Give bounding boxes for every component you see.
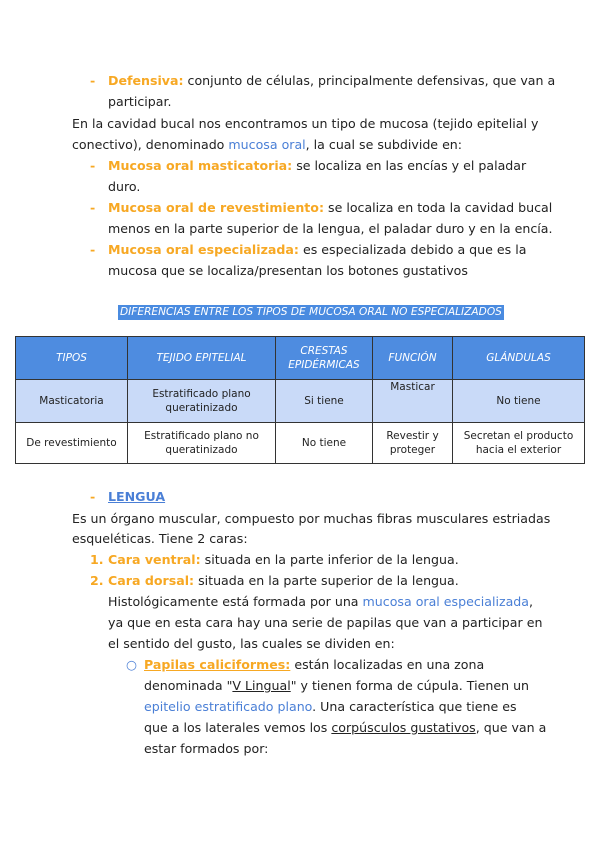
text-histologia-3: el sentido del gusto, las cuales se dividen en: [108, 636, 395, 651]
text-histologia-1 [108, 593, 533, 611]
bullet-defensiva [90, 72, 555, 90]
text-lengua-1: Es un órgano muscular, compuesto por muchas fibras musculares estriadas [72, 511, 551, 526]
term-cara-dorsal: Cara dorsal: [108, 573, 195, 588]
text-v-lingual: V Lingual [232, 678, 291, 693]
header-tipos: TIPOS [16, 337, 128, 380]
text-corpusculos: corpúsculos gustativos [331, 720, 476, 735]
bullet-masticatoria [90, 157, 526, 175]
text-revestimiento-2: menos en la parte superior de la lengua, el paladar duro y en la encía. [108, 221, 553, 236]
list-number: 1. [90, 552, 104, 567]
text-papilas-2b: " y tienen forma de cúpula. Tienen un [290, 678, 530, 693]
text-papilas-4a: que a los laterales vemos los [144, 720, 332, 735]
header-tejido-epitelial: TEJIDO EPITELIAL [128, 337, 276, 380]
link-mucosa-especializada: mucosa oral especializada [362, 594, 530, 609]
bullet-especializada [90, 241, 526, 259]
circle-bullet-icon: ○ [126, 657, 137, 672]
bullet-dash: - [90, 73, 96, 88]
table-cell: Estratificado plano no queratinizado [128, 423, 276, 464]
text-cara-dorsal: situada en la parte superior de la lengua. [194, 573, 459, 588]
text-papilas-4 [144, 719, 546, 737]
table-cell: Estratificado plano queratinizado [128, 380, 276, 423]
text-especializada-2: mucosa que se localiza/presentan los botones gustativos [108, 263, 468, 278]
list-number: 2. [90, 573, 104, 588]
table-cell: Masticar [373, 380, 453, 423]
text-revestimiento-1: se localiza en toda la cavidad bucal [324, 200, 553, 215]
term-cara-ventral: Cara ventral: [108, 552, 201, 567]
table-row [16, 423, 585, 464]
differences-table [15, 336, 585, 464]
header-crestas-epidermicas: CRESTAS EPIDÉRMICAS [276, 337, 373, 380]
table-cell: No tiene [276, 423, 373, 464]
term-especializada: Mucosa oral especializada: [108, 242, 299, 257]
paragraph-mucosa-2 [72, 136, 462, 154]
text-papilas-3 [144, 698, 517, 716]
bullet-dash: - [90, 200, 96, 215]
term-masticatoria: Mucosa oral masticatoria: [108, 158, 293, 173]
term-defensiva: Defensiva: [108, 73, 184, 88]
text-histologia-1b: , [529, 594, 534, 609]
heading-lengua: LENGUA [108, 489, 166, 504]
table-header-row [16, 337, 585, 380]
paragraph-mucosa-2b: , la cual se subdivide en: [305, 137, 463, 152]
term-revestimiento: Mucosa oral de revestimiento: [108, 200, 324, 215]
text-papilas-1: están localizadas en una zona [290, 657, 485, 672]
text-papilas-4b: , que van a [475, 720, 547, 735]
bullet-dash: - [90, 242, 96, 257]
text-papilas-2 [144, 677, 529, 695]
item-cara-ventral [90, 551, 459, 569]
text-defensiva-2: participar. [108, 94, 172, 109]
subitem-papilas [126, 656, 484, 674]
text-defensiva-1: conjunto de células, principalmente defensivas, que van a [183, 73, 556, 88]
term-papilas: Papilas caliciformes: [144, 657, 291, 672]
text-masticatoria-2: duro. [108, 179, 141, 194]
bullet-dash: - [90, 489, 96, 504]
text-lengua-2: esqueléticas. Tiene 2 caras: [72, 531, 248, 546]
paragraph-mucosa-1: En la cavidad bucal nos encontramos un tipo de mucosa (tejido epitelial y [72, 116, 539, 131]
table-cell: Secretan el producto hacia el exterior [453, 423, 585, 464]
bullet-revestimiento [90, 199, 552, 217]
table-cell: Masticatoria [16, 380, 128, 423]
text-papilas-3b: . Una característica que tiene es [312, 699, 517, 714]
text-histologia-2: ya que en esta cara hay una serie de papilas que van a participar en [108, 615, 543, 630]
table-cell: De revestimiento [16, 423, 128, 464]
table-title: DIFERENCIAS ENTRE LOS TIPOS DE MUCOSA ORAL NO ESPECIALIZADOS [120, 306, 502, 318]
table-cell: Revestir y proteger [373, 423, 453, 464]
text-histologia-1a: Histológicamente está formada por una [108, 594, 363, 609]
header-glandulas: GLÁNDULAS [453, 337, 585, 380]
paragraph-mucosa-2a: conectivo), denominado [72, 137, 229, 152]
link-mucosa-oral: mucosa oral [228, 137, 306, 152]
text-papilas-5: estar formados por: [144, 741, 269, 756]
text-especializada-1: es especializada debido a que es la [298, 242, 527, 257]
link-epitelio: epitelio estratificado plano [144, 699, 313, 714]
item-cara-dorsal [90, 572, 459, 590]
bullet-dash: - [90, 158, 96, 173]
section-lengua-heading [90, 488, 165, 506]
table-row [16, 380, 585, 423]
text-papilas-2a: denominada " [144, 678, 233, 693]
text-cara-ventral: situada en la parte inferior de la lengua. [200, 552, 459, 567]
table-cell: Si tiene [276, 380, 373, 423]
header-funcion: FUNCIÓN [373, 337, 453, 380]
text-masticatoria-1: se localiza en las encías y el paladar [292, 158, 527, 173]
table-cell: No tiene [453, 380, 585, 423]
